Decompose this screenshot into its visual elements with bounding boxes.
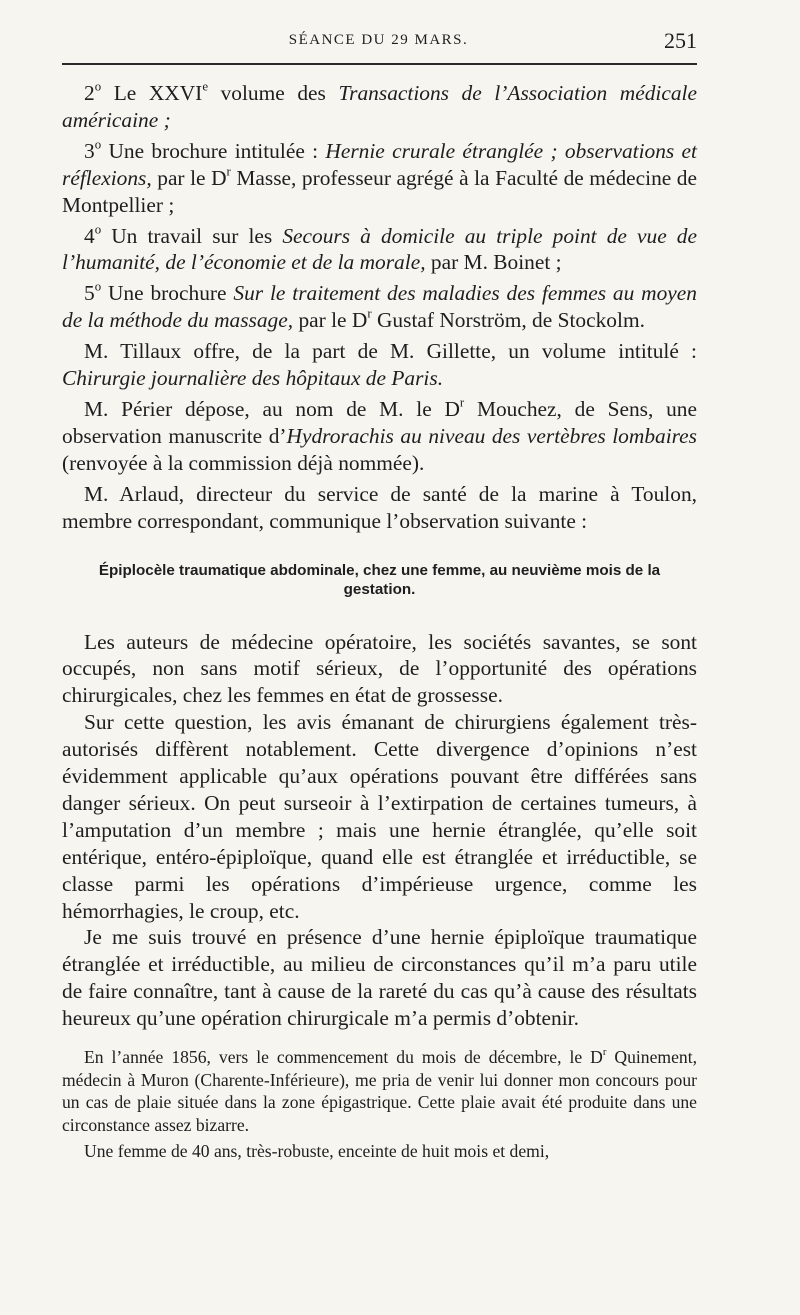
small-print-block xyxy=(62,1046,697,1163)
paragraph-1: 2$^o$ Le XXVIe volume des Transactions de l’Association médicale américaine ; xyxy=(62,79,697,132)
running-header xyxy=(60,28,697,60)
paragraph-11: En l’année 1856, vers le commencement du mois de décembre, le $D^r$ Quinement, médecin à Muron (Charente-Inférieure), me pria de venir lui donner mon concours pour un cas de plaie située dans la zone épigastrique. Cette plaie avait été produite dans une circonstance assez bizarre. xyxy=(62,1047,697,1135)
paragraph-7: M. Arlaud, directeur du service de santé de la marine à Toulon, membre correspondant, communique l’observation suivante : xyxy=(62,481,697,533)
paragraph-3: 4$^o$ Un travail sur les Secours à domicile au triple point de vue de l’humanité, de l’économie et de la morale, par M. Boinet ; xyxy=(62,221,697,275)
paragraph-2: 3$^o$ Une brochure intitulée : Hernie crurale étranglée ; observations et réflexions, par le $D^r$ Masse, professeur agrégé à la Faculté de médecine de Montpellier ; xyxy=(62,137,697,217)
paragraph-5: M. Tillaux offre, de la part de M. Gillette, un volume intitulé : Chirurgie journalière des hôpitaux de Paris. xyxy=(62,339,697,391)
paragraph-10: Je me suis trouvé en présence d’une hernie épiploïque traumatique étranglée et irréductible, au milieu de circonstances qu’il m’a paru utile de faire connaître, tant à cause de la rareté du cas qu’à cause des résultats heureux qu’une opération chirurgicale m’a permis d’obtenir. xyxy=(62,925,697,1031)
section-title: Épiplocèle traumatique abdominale, chez une femme, au neuvième mois de la gestation. xyxy=(98,561,661,598)
running-title: SÉANCE DU 29 MARS. xyxy=(288,32,469,48)
paragraph-6: M. Périer dépose, au nom de M. le $D^r$ Mouchez, de Sens, une observation manuscrite d’Hydrorachis au niveau des vertèbres lombaires (renvoyée à la commission déjà nommée). xyxy=(62,395,697,475)
paragraph-8: Les auteurs de médecine opératoire, les sociétés savantes, se sont occupés, non sans motif sérieux, de l’opportunité des opérations chirurgicales, chez les femmes en état de grossesse. xyxy=(62,629,697,708)
paragraph-12: Une femme de 40 ans, très-robuste, enceinte de huit mois et demi, xyxy=(84,1141,550,1162)
page-number: 251 xyxy=(664,28,697,53)
paragraph-4: 5$^o$ Une brochure Sur le traitement des maladies des femmes au moyen de la méthode du massage, par le $D^r$ Gustaf Norström, de Stockolm. xyxy=(62,279,697,333)
header-rule xyxy=(62,63,697,65)
body-text xyxy=(62,80,697,1163)
paragraph-9: Sur cette question, les avis émanant de chirurgiens également très-autorisés diffèrent notablement. Cette divergence d’opinions n’est évidemment applicable qu’aux opérations pouvant être différées sans danger sérieux. On peut surseoir à l’extirpation de certaines tumeurs, à l’amputation d’un membre ; mais une hernie étranglée, qu’elle soit entérique, entéro-épiploïque, quand elle est étranglée et irréductible, se classe parmi les opérations d’impérieuse urgence, comme les hémorrhagies, le croup, etc. xyxy=(62,710,697,923)
